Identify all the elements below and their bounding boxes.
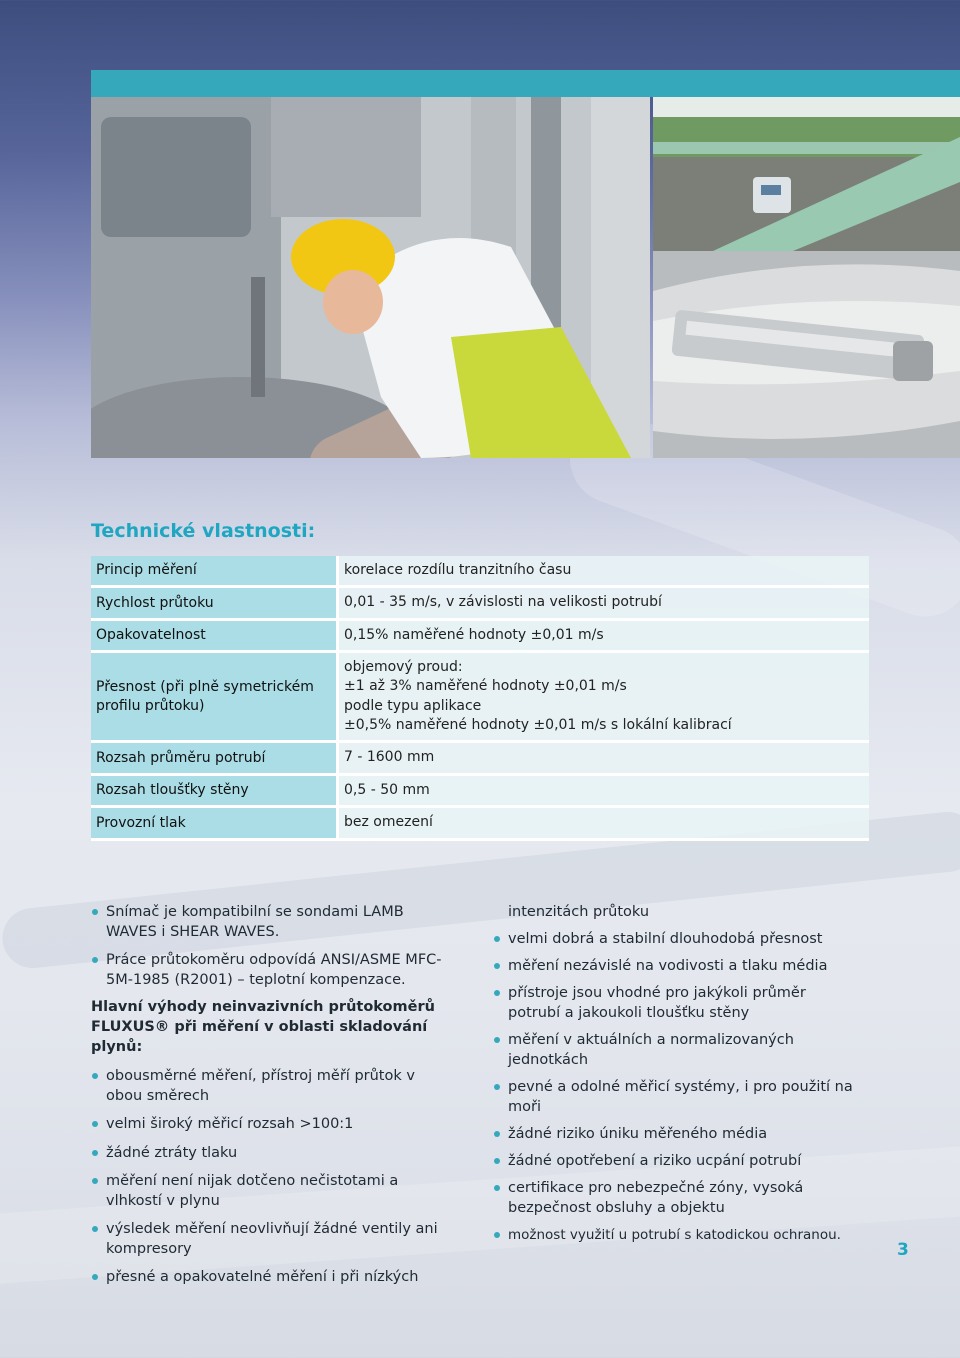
list-item bbox=[493, 1077, 853, 1117]
list-continuation: intenzitách průtoku bbox=[508, 904, 650, 920]
list-item bbox=[91, 950, 451, 990]
list-item-text: pevné a odolné měřicí systémy, i pro použití na moři bbox=[508, 1079, 853, 1115]
photo-pipeline-station bbox=[653, 97, 960, 251]
list-item bbox=[91, 902, 451, 942]
list-item bbox=[493, 1124, 853, 1144]
spec-value bbox=[339, 588, 869, 621]
spec-value-line: objemový proud: bbox=[344, 658, 463, 675]
list-item bbox=[91, 1114, 451, 1134]
list-item-text: velmi dobrá a stabilní dlouhodobá přesnost bbox=[508, 931, 823, 947]
list-item bbox=[493, 1030, 853, 1070]
list-item-text: žádné riziko úniku měřeného média bbox=[508, 1126, 768, 1142]
spec-value-line: 0,01 - 35 m/s, v závislosti na velikosti potrubí bbox=[344, 594, 662, 611]
bullet-icon bbox=[92, 1226, 98, 1232]
spec-label: Rozsah průměru potrubí bbox=[91, 743, 339, 776]
spec-label: Princip měření bbox=[91, 556, 339, 588]
list-item bbox=[493, 1151, 853, 1171]
spec-value-line: 7 - 1600 mm bbox=[344, 749, 435, 766]
list-item-text: měření není nijak dotčeno nečistotami a vlhkostí v plynu bbox=[106, 1173, 399, 1209]
spec-label: Rozsah tloušťky stěny bbox=[91, 776, 339, 808]
list-item bbox=[91, 1219, 451, 1259]
list-item bbox=[91, 1267, 451, 1287]
bullet-icon bbox=[92, 1121, 98, 1127]
specifications-table bbox=[91, 556, 869, 841]
spec-value-line: 0,15% naměřené hodnoty ±0,01 m/s bbox=[344, 626, 604, 643]
spec-value bbox=[339, 808, 869, 841]
spec-row bbox=[91, 621, 869, 653]
bullet-icon bbox=[494, 990, 500, 996]
bullet-icon bbox=[494, 1158, 500, 1164]
list-item-text: žádné ztráty tlaku bbox=[106, 1145, 238, 1161]
bullet-icon bbox=[92, 957, 98, 963]
photo-clamp-on-transducer bbox=[653, 251, 960, 458]
bullet-icon bbox=[494, 1037, 500, 1043]
spec-label: Opakovatelnost bbox=[91, 621, 339, 653]
bullet-icon bbox=[92, 1274, 98, 1280]
list-item-text: žádné opotřebení a riziko ucpání potrubí bbox=[508, 1153, 802, 1169]
spec-row bbox=[91, 556, 869, 588]
text-column-right bbox=[493, 902, 853, 1245]
bullet-icon bbox=[92, 1150, 98, 1156]
advantages-heading: Hlavní výhody neinvazivních průtokoměrů FLUXUS® při měření v oblasti skladování plynů: bbox=[91, 999, 435, 1055]
spec-value-line: 0,5 - 50 mm bbox=[344, 781, 430, 798]
spec-value bbox=[339, 621, 869, 653]
header-accent-bar bbox=[91, 70, 960, 97]
page-number: 3 bbox=[897, 1240, 909, 1260]
bullet-icon bbox=[494, 1131, 500, 1137]
list-item-text: měření v aktuálních a normalizovaných jednotkách bbox=[508, 1032, 794, 1068]
spec-row bbox=[91, 743, 869, 776]
advantages-list-right bbox=[493, 929, 853, 1245]
section-title: Technické vlastnosti: bbox=[91, 520, 316, 542]
list-item-text: měření nezávislé na vodivosti a tlaku média bbox=[508, 958, 828, 974]
bullet-icon bbox=[92, 1073, 98, 1079]
list-item-text: výsledek měření neovlivňují žádné ventily ani kompresory bbox=[106, 1221, 438, 1257]
list-item bbox=[493, 956, 853, 976]
list-item-text: certifikace pro nebezpečné zóny, vysoká bezpečnost obsluhy a objektu bbox=[508, 1180, 804, 1216]
spec-value-line: bez omezení bbox=[344, 814, 433, 831]
advantages-list-left bbox=[91, 1066, 451, 1287]
list-item-text: velmi široký měřicí rozsah >100:1 bbox=[106, 1116, 354, 1132]
spec-label: Přesnost (při plně symetrickém profilu průtoku) bbox=[91, 653, 339, 743]
list-item bbox=[493, 929, 853, 949]
bullet-icon bbox=[92, 1178, 98, 1184]
photo-worker-installing-meter bbox=[91, 97, 650, 458]
spec-value-line: podle typu aplikace bbox=[344, 697, 482, 714]
list-item bbox=[91, 1066, 451, 1106]
list-item-text: Snímač je kompatibilní se sondami LAMB WAVES i SHEAR WAVES. bbox=[106, 904, 404, 940]
spec-row bbox=[91, 776, 869, 808]
spec-label: Provozní tlak bbox=[91, 808, 339, 841]
list-item bbox=[493, 1225, 853, 1245]
list-item-text: přístroje jsou vhodné pro jakýkoli průměr potrubí a jakoukoli tloušťku stěny bbox=[508, 985, 806, 1021]
list-item bbox=[493, 1178, 853, 1218]
bullet-icon bbox=[494, 1232, 500, 1238]
spec-row bbox=[91, 808, 869, 841]
spec-row bbox=[91, 588, 869, 621]
list-item bbox=[91, 1143, 451, 1163]
spec-value bbox=[339, 743, 869, 776]
bullet-icon bbox=[494, 936, 500, 942]
spec-value bbox=[339, 776, 869, 808]
spec-row bbox=[91, 653, 869, 743]
bullet-icon bbox=[494, 1185, 500, 1191]
list-item-text: možnost využití u potrubí s katodickou ochranou. bbox=[508, 1227, 841, 1243]
list-item-text: přesné a opakovatelné měření i při nízkých bbox=[106, 1269, 419, 1285]
spec-label: Rychlost průtoku bbox=[91, 588, 339, 621]
spec-value-line: korelace rozdílu tranzitního času bbox=[344, 561, 572, 578]
bullet-icon bbox=[494, 963, 500, 969]
list-item-text: obousměrné měření, přístroj měří průtok v obou směrech bbox=[106, 1068, 415, 1104]
spec-value-line: ±0,5% naměřené hodnoty ±0,01 m/s s lokální kalibrací bbox=[344, 717, 732, 733]
text-column-left bbox=[91, 902, 451, 1287]
bullet-icon bbox=[92, 909, 98, 915]
spec-value-line: ±1 až 3% naměřené hodnoty ±0,01 m/s bbox=[344, 678, 627, 694]
intro-list bbox=[91, 902, 451, 990]
spec-value bbox=[339, 556, 869, 588]
list-item bbox=[91, 1171, 451, 1211]
bullet-icon bbox=[494, 1084, 500, 1090]
list-item bbox=[493, 983, 853, 1023]
list-item-text: Práce průtokoměru odpovídá ANSI/ASME MFC-5M-1985 (R2001) – teplotní kompenzace. bbox=[106, 952, 442, 988]
spec-value bbox=[339, 653, 869, 743]
